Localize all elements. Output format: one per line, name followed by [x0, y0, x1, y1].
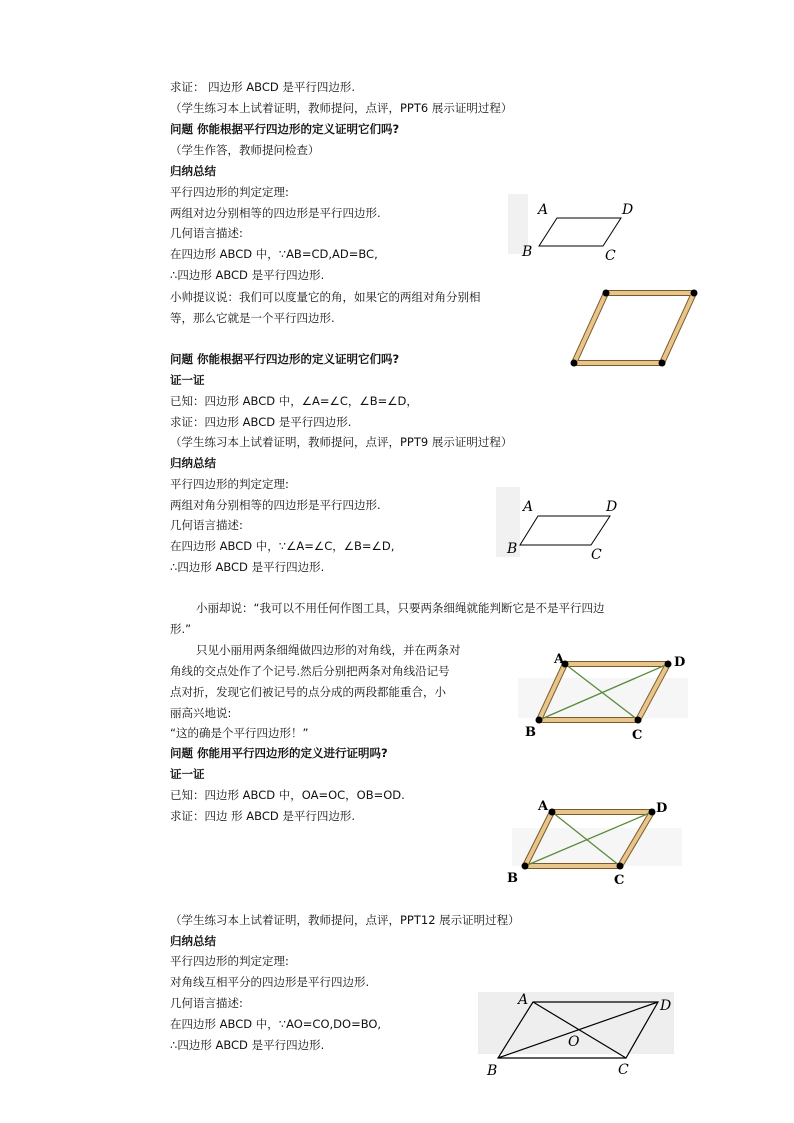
text-line: ∴四边形 ABCD 是平行四边形.	[170, 560, 325, 574]
label-d: D	[622, 202, 634, 218]
text-line: 两组对边分别相等的四边形是平行四边形.	[170, 206, 381, 220]
diagonal-stick-figure-1	[518, 648, 698, 744]
text-line: 只见小丽用两条细绳做四边形的对角线，并在两条对	[196, 643, 461, 657]
text-line: 形.”	[170, 622, 192, 636]
label-a: A	[538, 799, 549, 814]
text-line: ∴四边形 ABCD 是平行四边形.	[170, 1038, 325, 1052]
text-line: 在四边形 ABCD 中，∵∠A=∠C，∠B=∠D,	[170, 539, 395, 553]
diagonal-stick-figure-2	[502, 794, 682, 890]
label-d: D	[674, 655, 686, 670]
text-line: 对角线互相平分的四边形是平行四边形.	[170, 975, 370, 989]
label-b: B	[487, 1063, 498, 1078]
label-b: B	[507, 541, 518, 557]
label-b: B	[525, 725, 536, 740]
section-heading: 归纳总结	[170, 934, 216, 948]
section-heading: 归纳总结	[170, 164, 216, 178]
text-line: 在四边形 ABCD 中，∵AB=CD,AD=BC,	[170, 247, 378, 261]
text-line: 小帅提议说：我们可以度量它的角，如果它的两组对角分别相	[170, 290, 481, 304]
label-d: D	[606, 499, 618, 515]
text-line: 丽高兴地说:	[170, 706, 232, 720]
text-line: ∴四边形 ABCD 是平行四边形.	[170, 268, 325, 282]
text-line: 在四边形 ABCD 中，∵AO=CO,DO=BO,	[170, 1017, 382, 1031]
text-line: 求证：四边 形 ABCD 是平行四边形.	[170, 809, 356, 823]
text-line: 平行四边形的判定定理:	[170, 477, 289, 491]
text-line: 求证： 四边形 ABCD 是平行四边形.	[170, 80, 356, 94]
label-d: D	[656, 801, 668, 816]
label-a: A	[523, 499, 534, 515]
parallelogram-figure-1	[508, 194, 648, 264]
text-line: 求证：四边形 ABCD 是平行四边形.	[170, 415, 352, 429]
text-line: “这的确是个平行四边形！”	[170, 726, 309, 740]
parallelogram-figure-2	[496, 487, 636, 565]
text-line: 平行四边形的判定定理:	[170, 954, 289, 968]
text-line: 等，那么它就是一个平行四边形.	[170, 311, 335, 325]
question-heading: 问题 你能用平行四边形的定义进行证明吗?	[170, 746, 388, 760]
text-line: （学生练习本上试着证明，教师提问，点评，PPT9 展示证明过程）	[170, 435, 513, 449]
parallelogram-diagonals-figure	[478, 990, 678, 1078]
text-line: 角线的交点处作了个记号.然后分别把两条对角线沿记号	[170, 664, 450, 678]
text-line: 几何语言描述:	[170, 996, 243, 1010]
section-heading: 证一证	[170, 373, 205, 387]
text-line: 几何语言描述:	[170, 518, 243, 532]
label-d: D	[660, 998, 672, 1014]
section-heading: 证一证	[170, 767, 205, 781]
label-o: O	[568, 1034, 580, 1050]
text-line: 平行四边形的判定定理:	[170, 185, 289, 199]
question-heading: 问题 你能根据平行四边形的定义证明它们吗?	[170, 352, 400, 366]
label-c: C	[614, 873, 625, 888]
text-line: （学生练习本上试着证明，教师提问，点评，PPT12 展示证明过程）	[170, 913, 520, 927]
label-a: A	[538, 202, 549, 218]
text-line: 已知：四边形 ABCD 中，OA=OC，OB=OD.	[170, 788, 405, 802]
question-heading: 问题 你能根据平行四边形的定义证明它们吗?	[170, 122, 400, 136]
text-line: （学生练习本上试着证明，教师提问，点评，PPT6 展示证明过程）	[170, 101, 513, 115]
text-line: 小丽却说：“我可以不用任何作图工具，只要两条细绳就能判断它是不是平行四边	[196, 601, 605, 615]
label-b: B	[507, 871, 518, 886]
section-heading: 归纳总结	[170, 456, 216, 470]
label-c: C	[605, 248, 616, 264]
label-c: C	[591, 547, 602, 563]
stick-parallelogram-figure	[560, 280, 710, 375]
label-c: C	[618, 1062, 629, 1078]
label-c: C	[632, 728, 643, 743]
text-line: 几何语言描述:	[170, 226, 243, 240]
text-line: 两组对角分别相等的四边形是平行四边形.	[170, 498, 381, 512]
label-a: A	[518, 992, 529, 1008]
label-b: B	[522, 244, 533, 260]
text-line: 已知：四边形 ABCD 中，∠A=∠C，∠B=∠D，	[170, 394, 418, 408]
text-line: （学生作答，教师提问检查）	[170, 143, 320, 157]
text-line: 点对折，发现它们被记号的点分成的两段都能重合，小	[170, 685, 446, 699]
label-a: A	[554, 652, 565, 667]
